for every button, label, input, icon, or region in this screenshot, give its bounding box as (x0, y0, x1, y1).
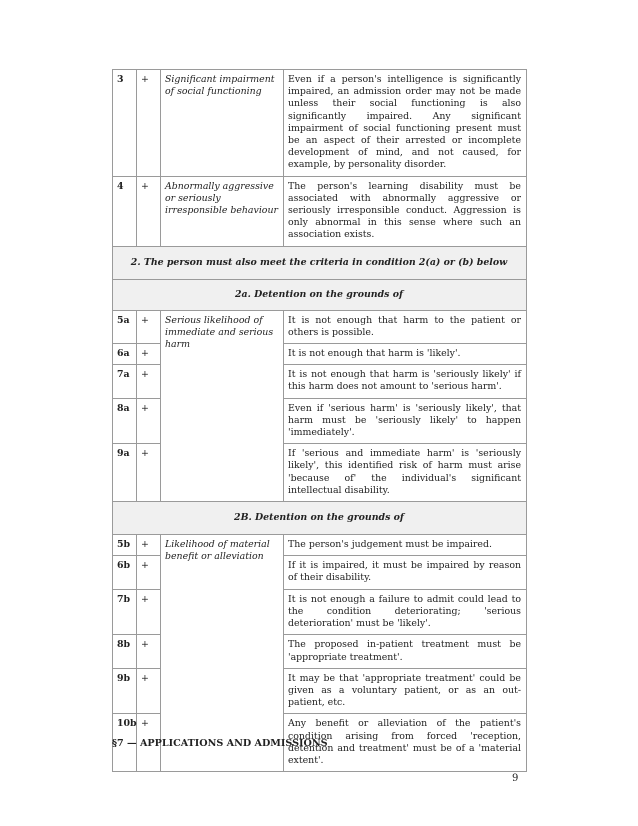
row-sign: + (137, 176, 161, 246)
row-sign: + (137, 310, 161, 343)
row-explanation: If it is impaired, it must be impaired by reason of their disability. (284, 556, 527, 589)
row-explanation: It is not enough that harm to the patient or others is possible. (284, 310, 527, 343)
row-explanation: If 'serious and immediate harm' is 'seriously likely', this identified risk of harm must arise 'because of' the individual's significant intellectual disability. (284, 444, 527, 502)
table-row (113, 176, 527, 246)
row-sign: + (137, 398, 161, 444)
table-row (113, 70, 527, 177)
row-number: 8a (113, 398, 137, 444)
row-number: 10b (113, 714, 137, 772)
row-number: 5b (113, 535, 137, 556)
condition-heading-row (113, 246, 527, 279)
section-2a-criterion: Serious likelihood of immediate and serious harm (161, 310, 284, 501)
row-criterion: Significant impairment of social functioning (161, 70, 284, 177)
section-2b-criterion: Likelihood of material benefit or alleviation (161, 535, 284, 772)
row-sign: + (137, 668, 161, 714)
section-heading-row (113, 502, 527, 535)
row-criterion: Abnormally aggressive or seriously irresponsible behaviour (161, 176, 284, 246)
row-number: 4 (113, 176, 137, 246)
row-sign: + (137, 556, 161, 589)
row-explanation: Even if 'serious harm' is 'seriously likely', that harm must be 'seriously likely' to happen 'immediately'. (284, 398, 527, 444)
row-number: 7a (113, 365, 137, 398)
row-explanation: It is not enough that harm is 'seriously likely' if this harm does not amount to 'serious harm'. (284, 365, 527, 398)
row-explanation: It is not enough that harm is 'likely'. (284, 344, 527, 365)
row-sign: + (137, 70, 161, 177)
row-explanation: The proposed in-patient treatment must be 'appropriate treatment'. (284, 635, 527, 668)
row-number: 6a (113, 344, 137, 365)
row-number: 9a (113, 444, 137, 502)
table-row (113, 535, 527, 556)
row-sign: + (137, 635, 161, 668)
row-explanation: Even if a person's intelligence is significantly impaired, an admission order may not be made unless their social functioning is also significantly impaired. Any significant impairment of social functioning present must be an aspect of their arrested or incomplete development of mind, and not caused, for example, by personality disorder. (284, 70, 527, 177)
row-explanation: The person's learning disability must be associated with abnormally aggressive or seriously irresponsible conduct. Aggression is only abnormal in this sense where such an association exists. (284, 176, 527, 246)
row-sign: + (137, 444, 161, 502)
table-row (113, 310, 527, 343)
page-number: 9 (512, 773, 519, 784)
row-explanation: It is not enough a failure to admit could lead to the condition deteriorating; 'serious deterioration' must be 'likely'. (284, 589, 527, 635)
section-heading: §7 — APPLICATIONS AND ADMISSIONS (112, 738, 328, 749)
section-heading-row (113, 279, 527, 310)
row-sign: + (137, 535, 161, 556)
row-number: 3 (113, 70, 137, 177)
row-sign: + (137, 589, 161, 635)
row-number: 5a (113, 310, 137, 343)
section-2a-heading: 2a. Detention on the grounds of (113, 279, 527, 310)
row-sign: + (137, 365, 161, 398)
row-explanation: Any benefit or alleviation of the patient's condition arising from forced 'reception, detention and treatment' must be of a 'material extent'. (284, 714, 527, 772)
row-number: 6b (113, 556, 137, 589)
row-number: 7b (113, 589, 137, 635)
condition-2-heading: 2. The person must also meet the criteria in condition 2(a) or (b) below (113, 246, 527, 279)
criteria-table (112, 69, 527, 772)
row-number: 8b (113, 635, 137, 668)
row-explanation: The person's judgement must be impaired. (284, 535, 527, 556)
section-2b-heading: 2B. Detention on the grounds of (113, 502, 527, 535)
row-sign: + (137, 714, 161, 772)
row-explanation: It may be that 'appropriate treatment' could be given as a voluntary patient, or as an out-patient, etc. (284, 668, 527, 714)
row-number: 9b (113, 668, 137, 714)
row-sign: + (137, 344, 161, 365)
